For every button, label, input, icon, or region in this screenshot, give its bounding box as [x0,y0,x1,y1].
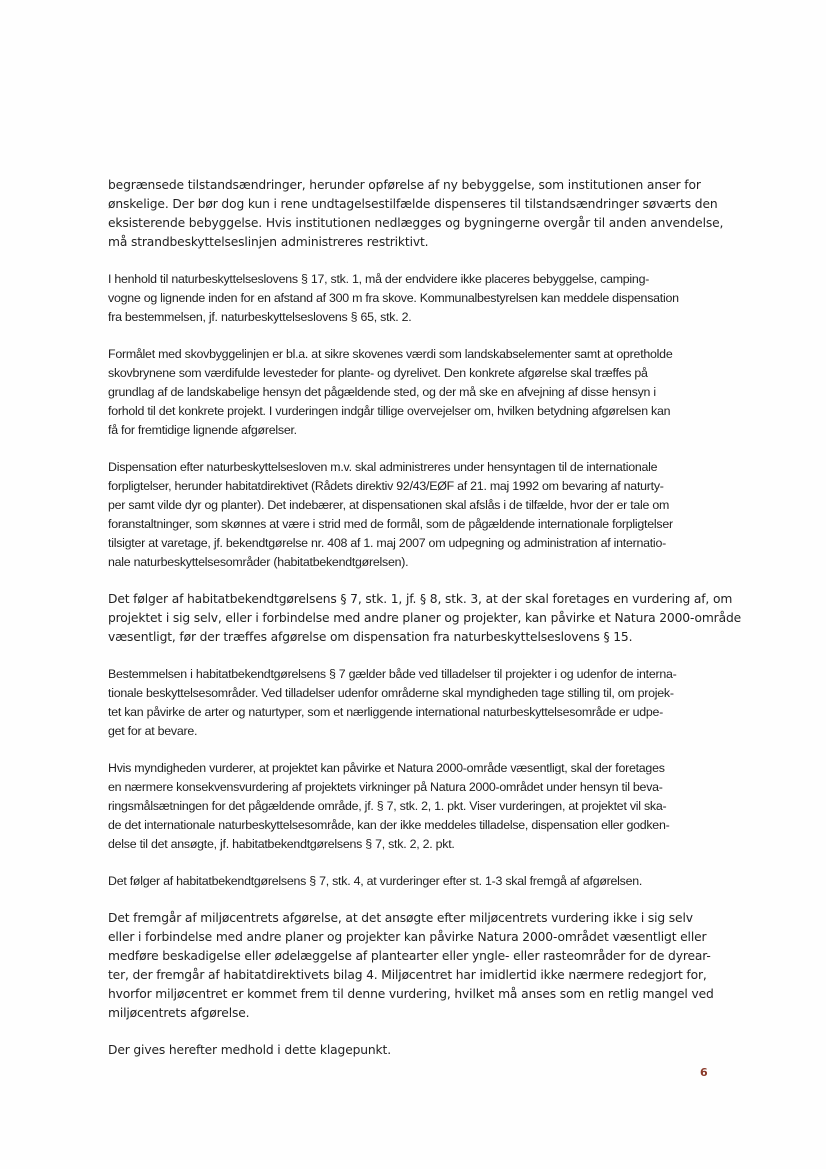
text-line: Hvis myndigheden vurderer, at projektet kan påvirke et Natura 2000-område væsentligt, skal der foretages [108,761,665,775]
paragraph [108,872,710,891]
text-line: nale naturbeskyttelsesområder (habitatbekendtgørelsen). [108,555,409,569]
text-line: grundlag af de landskabelige hensyn det pågældende sted, og der må ske en afvejning af disse hensyn i [108,385,656,399]
page-number: 6 [700,1066,708,1079]
paragraph [108,590,742,647]
paragraph [108,909,714,1023]
paragraph [108,458,710,572]
text-line: I henhold til naturbeskyttelseslovens § 17, stk. 1, må der endvidere ikke placeres bebyggelse, camping- [108,272,650,286]
text-line: miljøcentrets afgørelse. [108,1006,250,1020]
text-line: eksisterende bebyggelse. Hvis institutionen nedlægges og bygningerne overgår til anden anvendelse, [108,216,724,230]
paragraph [108,665,710,741]
text-line: Det fremgår af miljøcentrets afgørelse, at det ansøgte efter miljøcentrets vurdering ikke i sig selv [108,911,693,925]
text-line: per samt vilde dyr og planter). Det indebærer, at dispensationen skal afslås i de tilfælde, hvor der er tale om [108,498,670,512]
text-line: ringsmålsætningen for det pågældende område, jf. § 7, stk. 2, 1. pkt. Viser vurderingen, at projektet vil ska- [108,799,667,813]
text-line: ter, der fremgår af habitatdirektivets bilag 4. Miljøcentret har imidlertid ikke nærmere redegjort for, [108,968,707,982]
text-line: væsentligt, før der træffes afgørelse om dispensation fra naturbeskyttelseslovens § 15. [108,630,633,644]
text-line: eller i forbindelse med andre planer og projekter kan påvirke Natura 2000-området væsentligt eller [108,930,707,944]
text-line: Det følger af habitatbekendtgørelsens § 7, stk. 4, at vurderinger efter st. 1-3 skal fremgå af afgørelsen. [108,874,643,888]
text-line: ønskelige. Der bør dog kun i rene undtagelsestilfælde dispenseres til tilstandsændringer søværts den [108,197,718,211]
text-line: vogne og lignende inden for en afstand af 300 m fra skove. Kommunalbestyrelsen kan meddele dispensation [108,291,679,305]
paragraph [108,176,724,252]
text-line: må strandbeskyttelseslinjen administreres restriktivt. [108,235,429,249]
text-line: tionale beskyttelsesområder. Ved tilladelser udenfor områderne skal myndigheden tage stilling til, om projek- [108,686,674,700]
text-line: get for at bevare. [108,724,198,738]
text-line: hvorfor miljøcentret er kommet frem til denne vurdering, hvilket må anses som en retlig mangel ved [108,987,714,1001]
text-line: skovbrynene som værdifulde levesteder for plante- og dyrelivet. Den konkrete afgørelse skal træffes på [108,366,648,380]
text-line: tilsigter at varetage, jf. bekendtgørelse nr. 408 af 1. maj 2007 om udpegning og administration af internatio- [108,536,666,550]
text-line: tet kan påvirke de arter og naturtyper, som et nærliggende international naturbeskyttelsesområde er udpe- [108,705,664,719]
paragraph [108,345,710,440]
paragraph [108,270,710,327]
text-line: medføre beskadigelse eller ødelæggelse af plantearter eller yngle- eller rasteområder for de dyrear- [108,949,711,963]
text-line: foranstaltninger, som skønnes at være i strid med de formål, som de pågældende internationale forpligtelser [108,517,673,531]
text-line: Dispensation efter naturbeskyttelsesloven m.v. skal administreres under hensyntagen til de internationale [108,460,658,474]
document-body [108,176,742,1078]
text-line: forhold til det konkrete projekt. I vurderingen indgår tillige overvejelser om, hvilken betydning afgørelsen kan [108,404,671,418]
text-line: Det følger af habitatbekendtgørelsens § 7, stk. 1, jf. § 8, stk. 3, at der skal foretages en vurdering af, om [108,592,733,606]
text-line: forpligtelser, herunder habitatdirektivet (Rådets direktiv 92/43/EØF af 21. maj 1992 om bevaring af naturty- [108,479,664,493]
paragraph [108,759,710,854]
text-line: begrænsede tilstandsændringer, herunder opførelse af ny bebyggelse, som institutionen anser for [108,178,701,192]
text-line: Bestemmelsen i habitatbekendtgørelsens § 7 gælder både ved tilladelser til projekter i og udenfor de interna- [108,667,677,681]
text-line: få for fremtidige lignende afgørelser. [108,423,297,437]
text-line: Der gives herefter medhold i dette klagepunkt. [108,1043,391,1057]
paragraph [108,1041,710,1060]
text-line: en nærmere konsekvensvurdering af projektets virkninger på Natura 2000-området under hensyn til beva- [108,780,663,794]
text-line: fra bestemmelsen, jf. naturbeskyttelseslovens § 65, stk. 2. [108,310,412,324]
text-line: Formålet med skovbyggelinjen er bl.a. at sikre skovenes værdi som landskabselementer samt at opretholde [108,347,673,361]
text-line: de det internationale naturbeskyttelsesområde, kan der ikke meddeles tilladelse, dispensation eller godken- [108,818,670,832]
text-line: delse til det ansøgte, jf. habitatbekendtgørelsens § 7, stk. 2, 2. pkt. [108,837,455,851]
text-line: projektet i sig selv, eller i forbindelse med andre planer og projekter, kan påvirke et Natura 2000-område [108,611,742,625]
